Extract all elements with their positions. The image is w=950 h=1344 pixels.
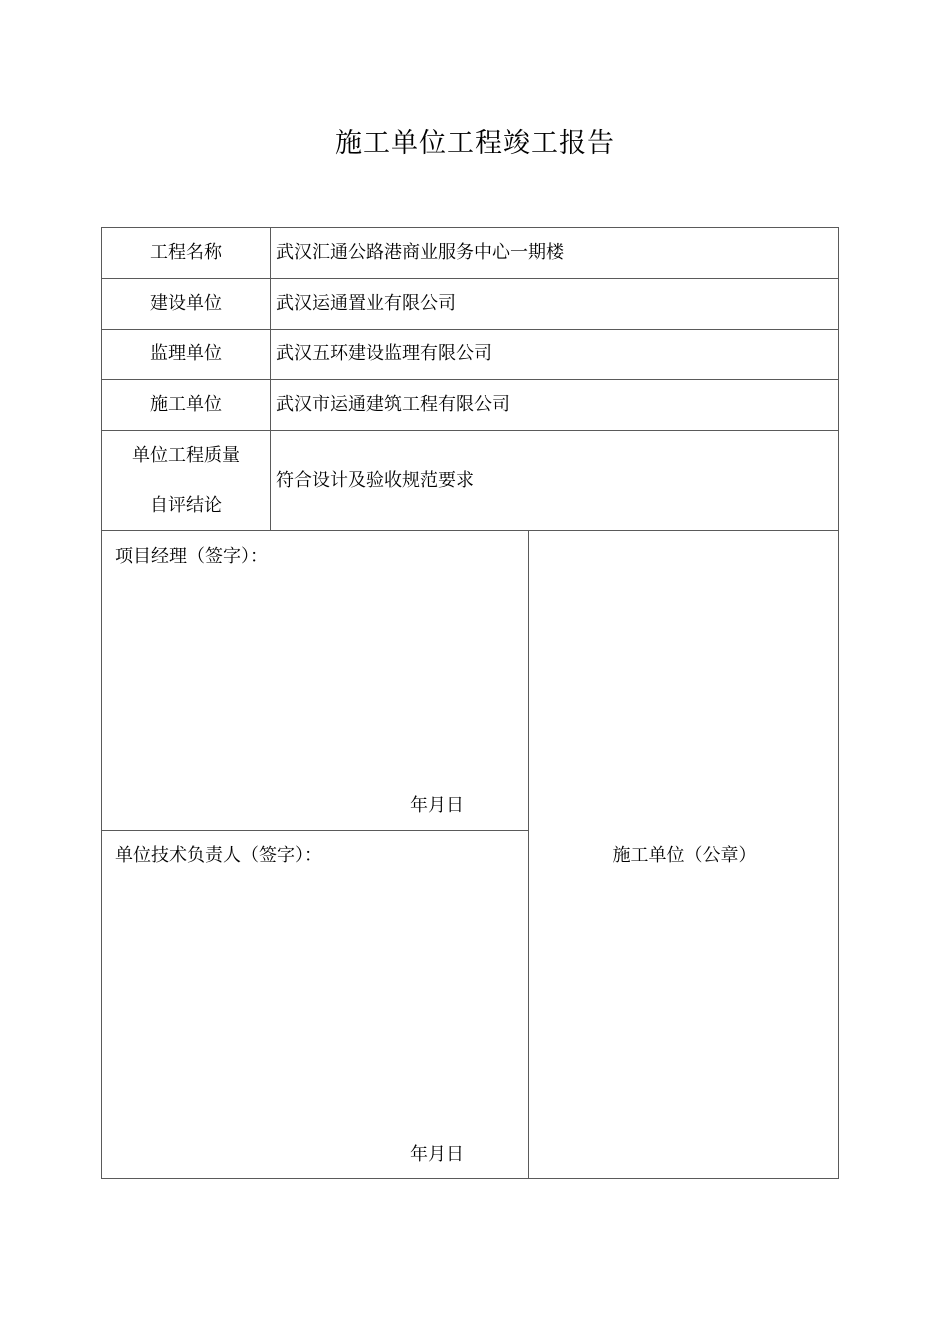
quality-label-line1: 单位工程质量 [132, 445, 240, 466]
signature-divider [102, 830, 528, 831]
quality-label-line2: 自评结论 [150, 495, 222, 516]
project-manager-signature-label: 项目经理（签字）： [115, 546, 268, 567]
tech-lead-date: 年月日 [410, 1144, 464, 1165]
developer-value: 武汉运通置业有限公司 [276, 293, 456, 314]
row-divider [102, 379, 838, 380]
project-name-label: 工程名称 [150, 242, 222, 263]
row-divider [102, 278, 838, 279]
row-divider [102, 430, 838, 431]
tech-lead-signature-label: 单位技术负责人（签字）： [115, 845, 322, 866]
page-title: 施工单位工程竣工报告 [335, 128, 615, 159]
developer-label: 建设单位 [150, 293, 222, 314]
quality-value: 符合设计及验收规范要求 [276, 470, 474, 491]
contractor-label: 施工单位 [150, 394, 222, 415]
row-divider [102, 530, 838, 531]
contractor-seal-label: 施工单位（公章） [612, 845, 757, 866]
supervisor-value: 武汉五环建设监理有限公司 [276, 343, 492, 364]
row-divider [102, 329, 838, 330]
label-column-divider [270, 228, 271, 530]
supervisor-label: 监理单位 [150, 343, 222, 364]
completion-report-form [101, 227, 839, 1179]
contractor-value: 武汉市运通建筑工程有限公司 [276, 394, 510, 415]
project-manager-date: 年月日 [410, 795, 464, 816]
project-name-value: 武汉汇通公路港商业服务中心一期楼 [276, 242, 564, 263]
